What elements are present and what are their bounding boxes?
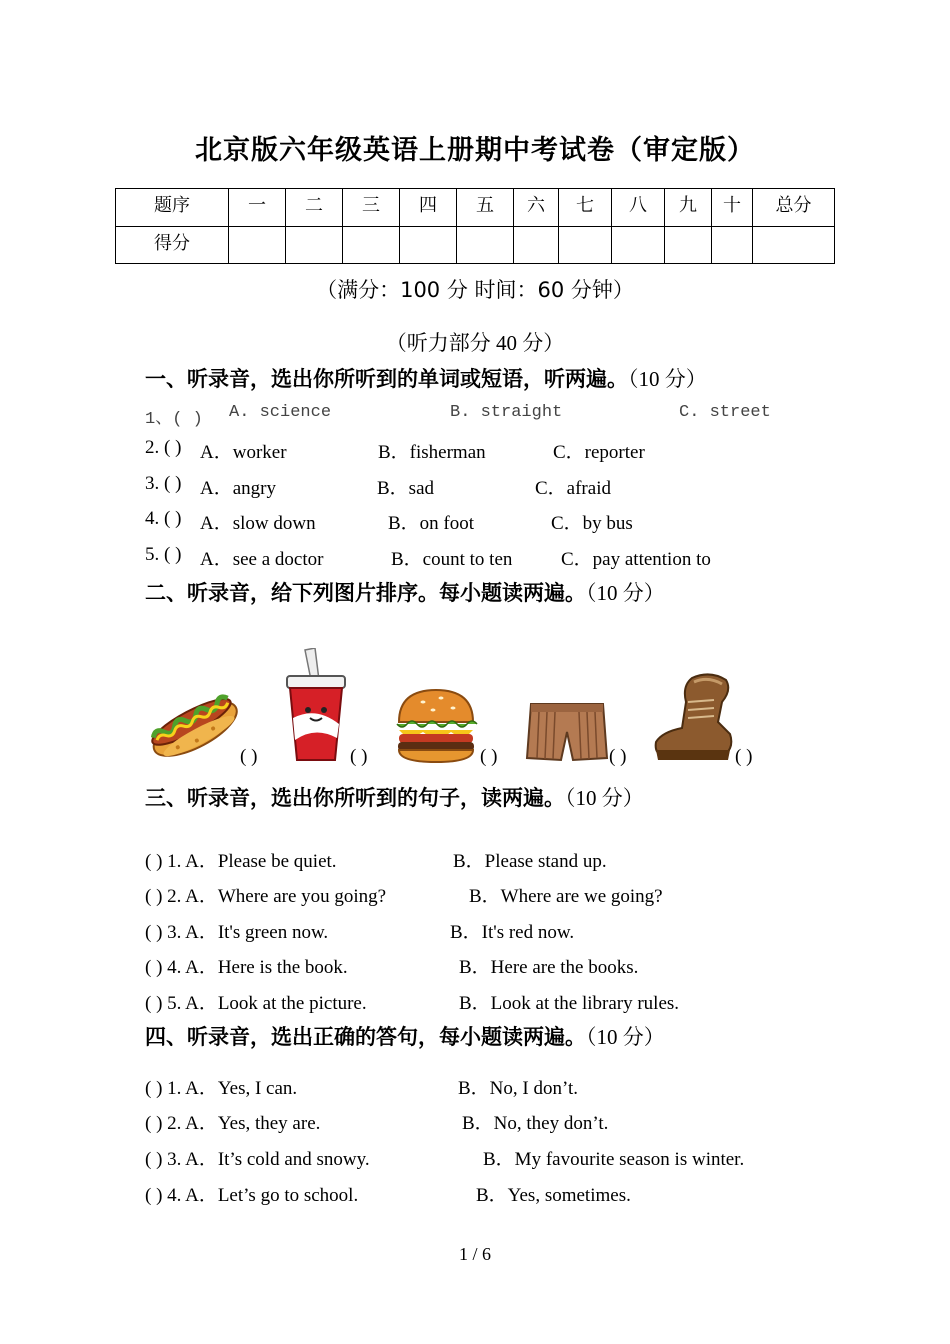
table-cell: 九 (665, 189, 712, 227)
table-cell: 十 (712, 189, 753, 227)
question-option-a: ( ) 5. A．Look at the picture. (145, 993, 367, 1014)
score-table (115, 188, 835, 264)
table-cell: 二 (286, 189, 343, 227)
score-cell[interactable] (229, 226, 286, 264)
option-b: B. straight (450, 403, 563, 422)
score-cell[interactable] (612, 226, 665, 264)
section-heading-text: 一、听录音，选出你所听到的单词或短语，听两遍。 (145, 367, 628, 391)
score-cell[interactable] (457, 226, 514, 264)
question-option-a: ( ) 4. A．Here is the book. (145, 957, 348, 978)
burger-icon (393, 688, 479, 764)
soda-cup-icon (283, 648, 349, 764)
option-a: A. science (229, 403, 332, 422)
section-points: （10 分） (565, 786, 644, 810)
table-cell: 四 (400, 189, 457, 227)
table-cell: 一 (229, 189, 286, 227)
page-title: 北京版六年级英语上册期中考试卷（审定版） (195, 135, 755, 166)
page-number: 1 / 6 (458, 1244, 491, 1264)
option-a: A．see a doctor (200, 549, 324, 570)
option-b: B．It's red now. (450, 922, 575, 943)
section1-heading (145, 363, 707, 393)
score-cell[interactable] (665, 226, 712, 264)
listening-header: （听力部分 40 分） (385, 331, 565, 355)
question-option-a: ( ) 3. A．It’s cold and snowy. (145, 1149, 370, 1170)
section4-heading (145, 1021, 665, 1051)
table-cell: 五 (457, 189, 514, 227)
answer-blank[interactable]: ( ) (240, 746, 258, 767)
score-cell[interactable] (514, 226, 559, 264)
option-b: B．My favourite season is winter. (483, 1149, 745, 1170)
score-cell[interactable] (712, 226, 753, 264)
table-cell: 总分 (753, 189, 835, 227)
question-number: 1、( ) (145, 410, 203, 429)
option-b: B．count to ten (391, 549, 513, 570)
section-points: （10 分） (586, 581, 665, 605)
option-a: A．angry (200, 478, 276, 499)
question-number: 4. ( ) (145, 508, 182, 529)
section3-heading (145, 782, 644, 812)
question-option-a: ( ) 4. A．Let’s go to school. (145, 1185, 359, 1206)
table-cell: 得分 (116, 226, 229, 264)
section-heading-text: 四、听录音，选出正确的答句，每小题读两遍。 (145, 1025, 586, 1049)
option-b: B．Yes, sometimes. (476, 1185, 631, 1206)
option-c: C．pay attention to (561, 549, 711, 570)
question-option-a: ( ) 2. A．Where are you going? (145, 886, 387, 907)
question-option-a: ( ) 1. A．Yes, I can. (145, 1078, 298, 1099)
option-a: A．slow down (200, 513, 316, 534)
option-b: B．No, I don’t. (458, 1078, 578, 1099)
score-cell[interactable] (343, 226, 400, 264)
option-b: B．sad (377, 478, 435, 499)
question-option-a: ( ) 2. A．Yes, they are. (145, 1113, 321, 1134)
table-cell: 三 (343, 189, 400, 227)
answer-blank[interactable]: ( ) (480, 746, 498, 767)
table-cell: 题序 (116, 189, 229, 227)
answer-blank[interactable]: ( ) (350, 746, 368, 767)
option-b: B．fisherman (378, 442, 486, 463)
option-b: B．No, they don’t. (462, 1113, 609, 1134)
score-cell[interactable] (286, 226, 343, 264)
score-table-score-row (116, 226, 835, 264)
option-a: A．worker (200, 442, 287, 463)
section-heading-text: 二、听录音，给下列图片排序。每小题读两遍。 (145, 581, 586, 605)
boots-icon (652, 672, 734, 764)
option-b: B．on foot (388, 513, 475, 534)
table-cell: 六 (514, 189, 559, 227)
section-points: （10 分） (586, 1025, 665, 1049)
score-cell[interactable] (753, 226, 835, 264)
answer-blank[interactable]: ( ) (735, 746, 753, 767)
option-c: C．reporter (553, 442, 645, 463)
exam-info: （满分：100 分 时间：60 分钟） (316, 278, 634, 302)
option-c: C. street (679, 403, 771, 422)
section-points: （10 分） (628, 367, 707, 391)
option-b: B．Look at the library rules. (459, 993, 680, 1014)
option-c: C．afraid (535, 478, 611, 499)
question-option-a: ( ) 3. A．It's green now. (145, 922, 329, 943)
table-cell: 八 (612, 189, 665, 227)
table-cell: 七 (559, 189, 612, 227)
option-b: B．Please stand up. (453, 851, 607, 872)
score-cell[interactable] (400, 226, 457, 264)
question-option-a: ( ) 1. A．Please be quiet. (145, 851, 337, 872)
question-number: 2. ( ) (145, 437, 182, 458)
answer-blank[interactable]: ( ) (609, 746, 627, 767)
question-number: 5. ( ) (145, 544, 182, 565)
option-b: B．Where are we going? (469, 886, 663, 907)
section2-heading (145, 577, 665, 607)
score-table-header-row (116, 189, 835, 227)
option-c: C．by bus (551, 513, 633, 534)
hotdog-icon (142, 678, 240, 764)
score-cell[interactable] (559, 226, 612, 264)
question-number: 3. ( ) (145, 473, 182, 494)
option-b: B．Here are the books. (459, 957, 639, 978)
shorts-icon (525, 702, 609, 764)
section-heading-text: 三、听录音，选出你所听到的句子，读两遍。 (145, 786, 565, 810)
